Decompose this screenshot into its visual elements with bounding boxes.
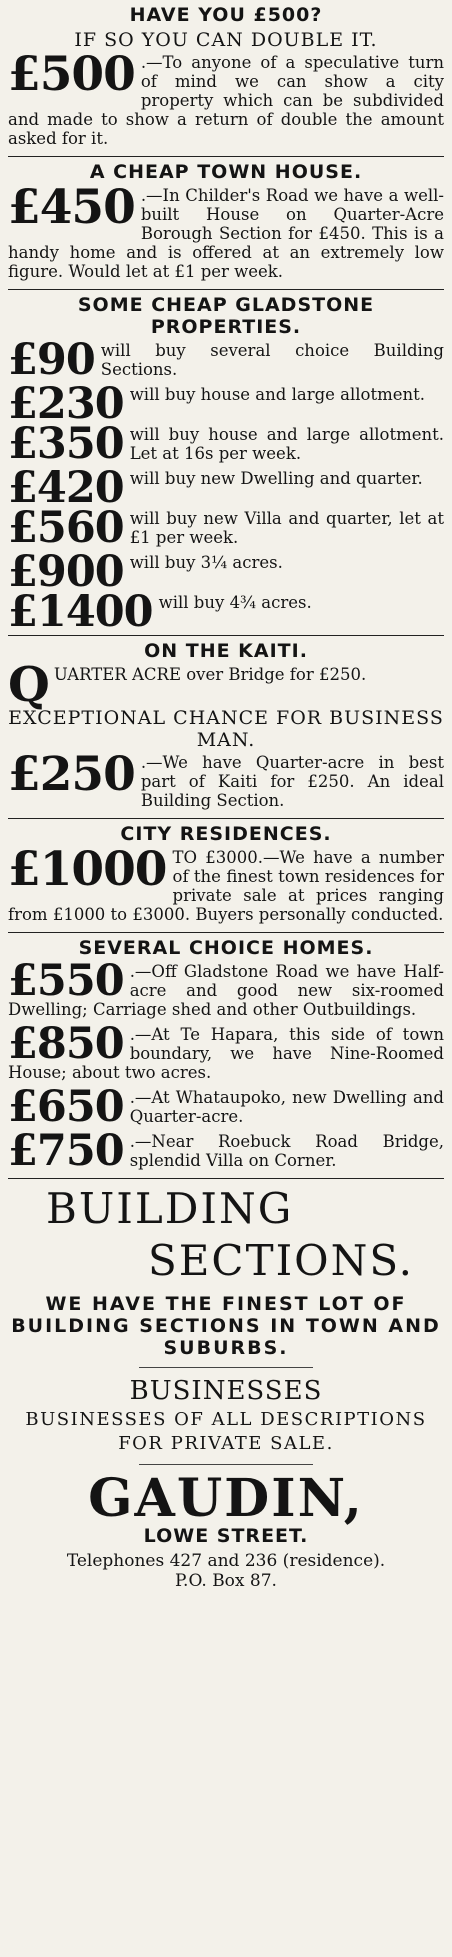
divider [139,1464,313,1465]
listing-text: will buy new Dwelling and quarter. [129,469,423,488]
listing-text: .—Off Gladstone Road we have Half-acre and good new six-roomed Dwelling; Carriage shed and other Outbuildings. [8,962,444,1019]
advertiser-footer [8,1468,444,1591]
building-title-line2: SECTIONS. [148,1236,414,1285]
section-choice-homes [8,937,444,1174]
listing [8,956,444,1019]
listing-text: .—To anyone of a speculative turn of mind we can show a city property which can be subdivided and made to show a return of double the amount asked for it. [8,53,444,148]
divider [8,818,444,819]
section-building-sections [8,1184,444,1456]
listing [8,587,444,637]
advertiser-phones: Telephones 427 and 236 (residence). [66,1551,386,1571]
divider [8,1178,444,1179]
listing-price: £450 [8,180,135,235]
listing [8,463,444,513]
listing [8,419,444,469]
listing [8,379,444,429]
listing-text: .—We have Quarter-acre in best part of Kaiti for £250. An ideal Building Section. [140,753,444,810]
listing [8,335,444,385]
building-text: WE HAVE THE FINEST LOT OF BUILDING SECTIONS IN TOWN AND SUBURBS. [11,1293,441,1359]
businesses-title: BUSINESSES [129,1376,323,1406]
listing-text: TO £3000.—We have a number of the finest town residences for private sale at prices ranging from £1000 to £3000. Buyers personally conducted. [8,848,444,924]
listing [8,503,444,553]
listing-price: £1000 [8,842,167,897]
section-heading: CITY RESIDENCES. [120,823,332,845]
listing [8,47,444,148]
listing-price: £560 [8,503,124,553]
listing-price: £250 [8,747,135,802]
listing-price: £90 [8,335,95,385]
listing-text: .—Near Roebuck Road Bridge, splendid Villa on Corner. [129,1132,444,1170]
listing [8,657,444,713]
listing [8,1082,444,1132]
listing-text: will buy 3¼ acres. [129,553,283,572]
listing-price: £420 [8,463,124,513]
section-heading: ON THE KAITI. [144,640,308,662]
listing [8,1126,444,1176]
section-heading: SEVERAL CHOICE HOMES. [78,937,374,959]
listing-text: will buy house and large allotment. [129,385,426,404]
listing-price: £850 [8,1019,124,1069]
listing-text: will buy new Villa and quarter, let at £1 per week. [129,509,444,547]
section-subheading: EXCEPTIONAL CHANCE FOR BUSINESS MAN. [8,707,444,751]
section-gladstone-properties [8,294,444,637]
building-title-line1: BUILDING [46,1184,294,1233]
advertiser-po-box: P.O. Box 87. [175,1571,277,1591]
section-cheap-town-house [8,161,444,285]
listing [8,547,444,597]
listing [8,842,444,924]
listing-price: £350 [8,419,124,469]
divider [8,289,444,290]
section-city-residences [8,823,444,928]
divider [8,156,444,157]
listing-price: £500 [8,47,135,102]
listing [8,1019,444,1082]
listing [8,747,444,810]
listing-price: £230 [8,379,124,429]
advertiser-name: GAUDIN, [88,1468,364,1529]
listing-price: £750 [8,1126,124,1176]
listing-price: £550 [8,956,124,1006]
listing-price: £650 [8,1082,124,1132]
section-heading: HAVE YOU £500? [129,4,323,26]
listing-price: £1400 [8,587,153,637]
divider [8,932,444,933]
listing-text: .—In Childer's Road we have a well-built House on Quarter-Acre Borough Section for £450. This is a handy home and is offered at an extremely low figure. Would let at £1 per week. [8,186,444,281]
section-double-it [8,4,444,152]
section-subheading: IF SO YOU CAN DOUBLE IT. [74,29,378,51]
listing-price: £900 [8,547,124,597]
listing-list [8,956,444,1176]
drop-cap: Q [8,657,50,713]
listing-text: will buy house and large allotment. Let at 16s per week. [129,425,444,463]
businesses-text: BUSINESSES OF ALL DESCRIPTIONS FOR PRIVATE SALE. [25,1409,427,1454]
advertiser-address: LOWE STREET. [143,1525,309,1547]
advertisement [8,4,444,1949]
section-heading: SOME CHEAP GLADSTONE PROPERTIES. [77,294,375,338]
listing-text: UARTER ACRE over Bridge for £250. [53,665,367,684]
divider [139,1367,313,1368]
listing-text: .—At Whataupoko, new Dwelling and Quarter-acre. [129,1088,444,1126]
listing [8,180,444,281]
listing-text: will buy 4¾ acres. [158,593,312,612]
listing-text: will buy several choice Building Sections. [100,341,444,379]
section-on-the-kaiti [8,640,444,814]
section-heading: A CHEAP TOWN HOUSE. [89,161,363,183]
listing-text: .—At Te Hapara, this side of town boundary, we have Nine-Roomed House; about two acres. [8,1025,444,1082]
listing-list [8,335,444,637]
